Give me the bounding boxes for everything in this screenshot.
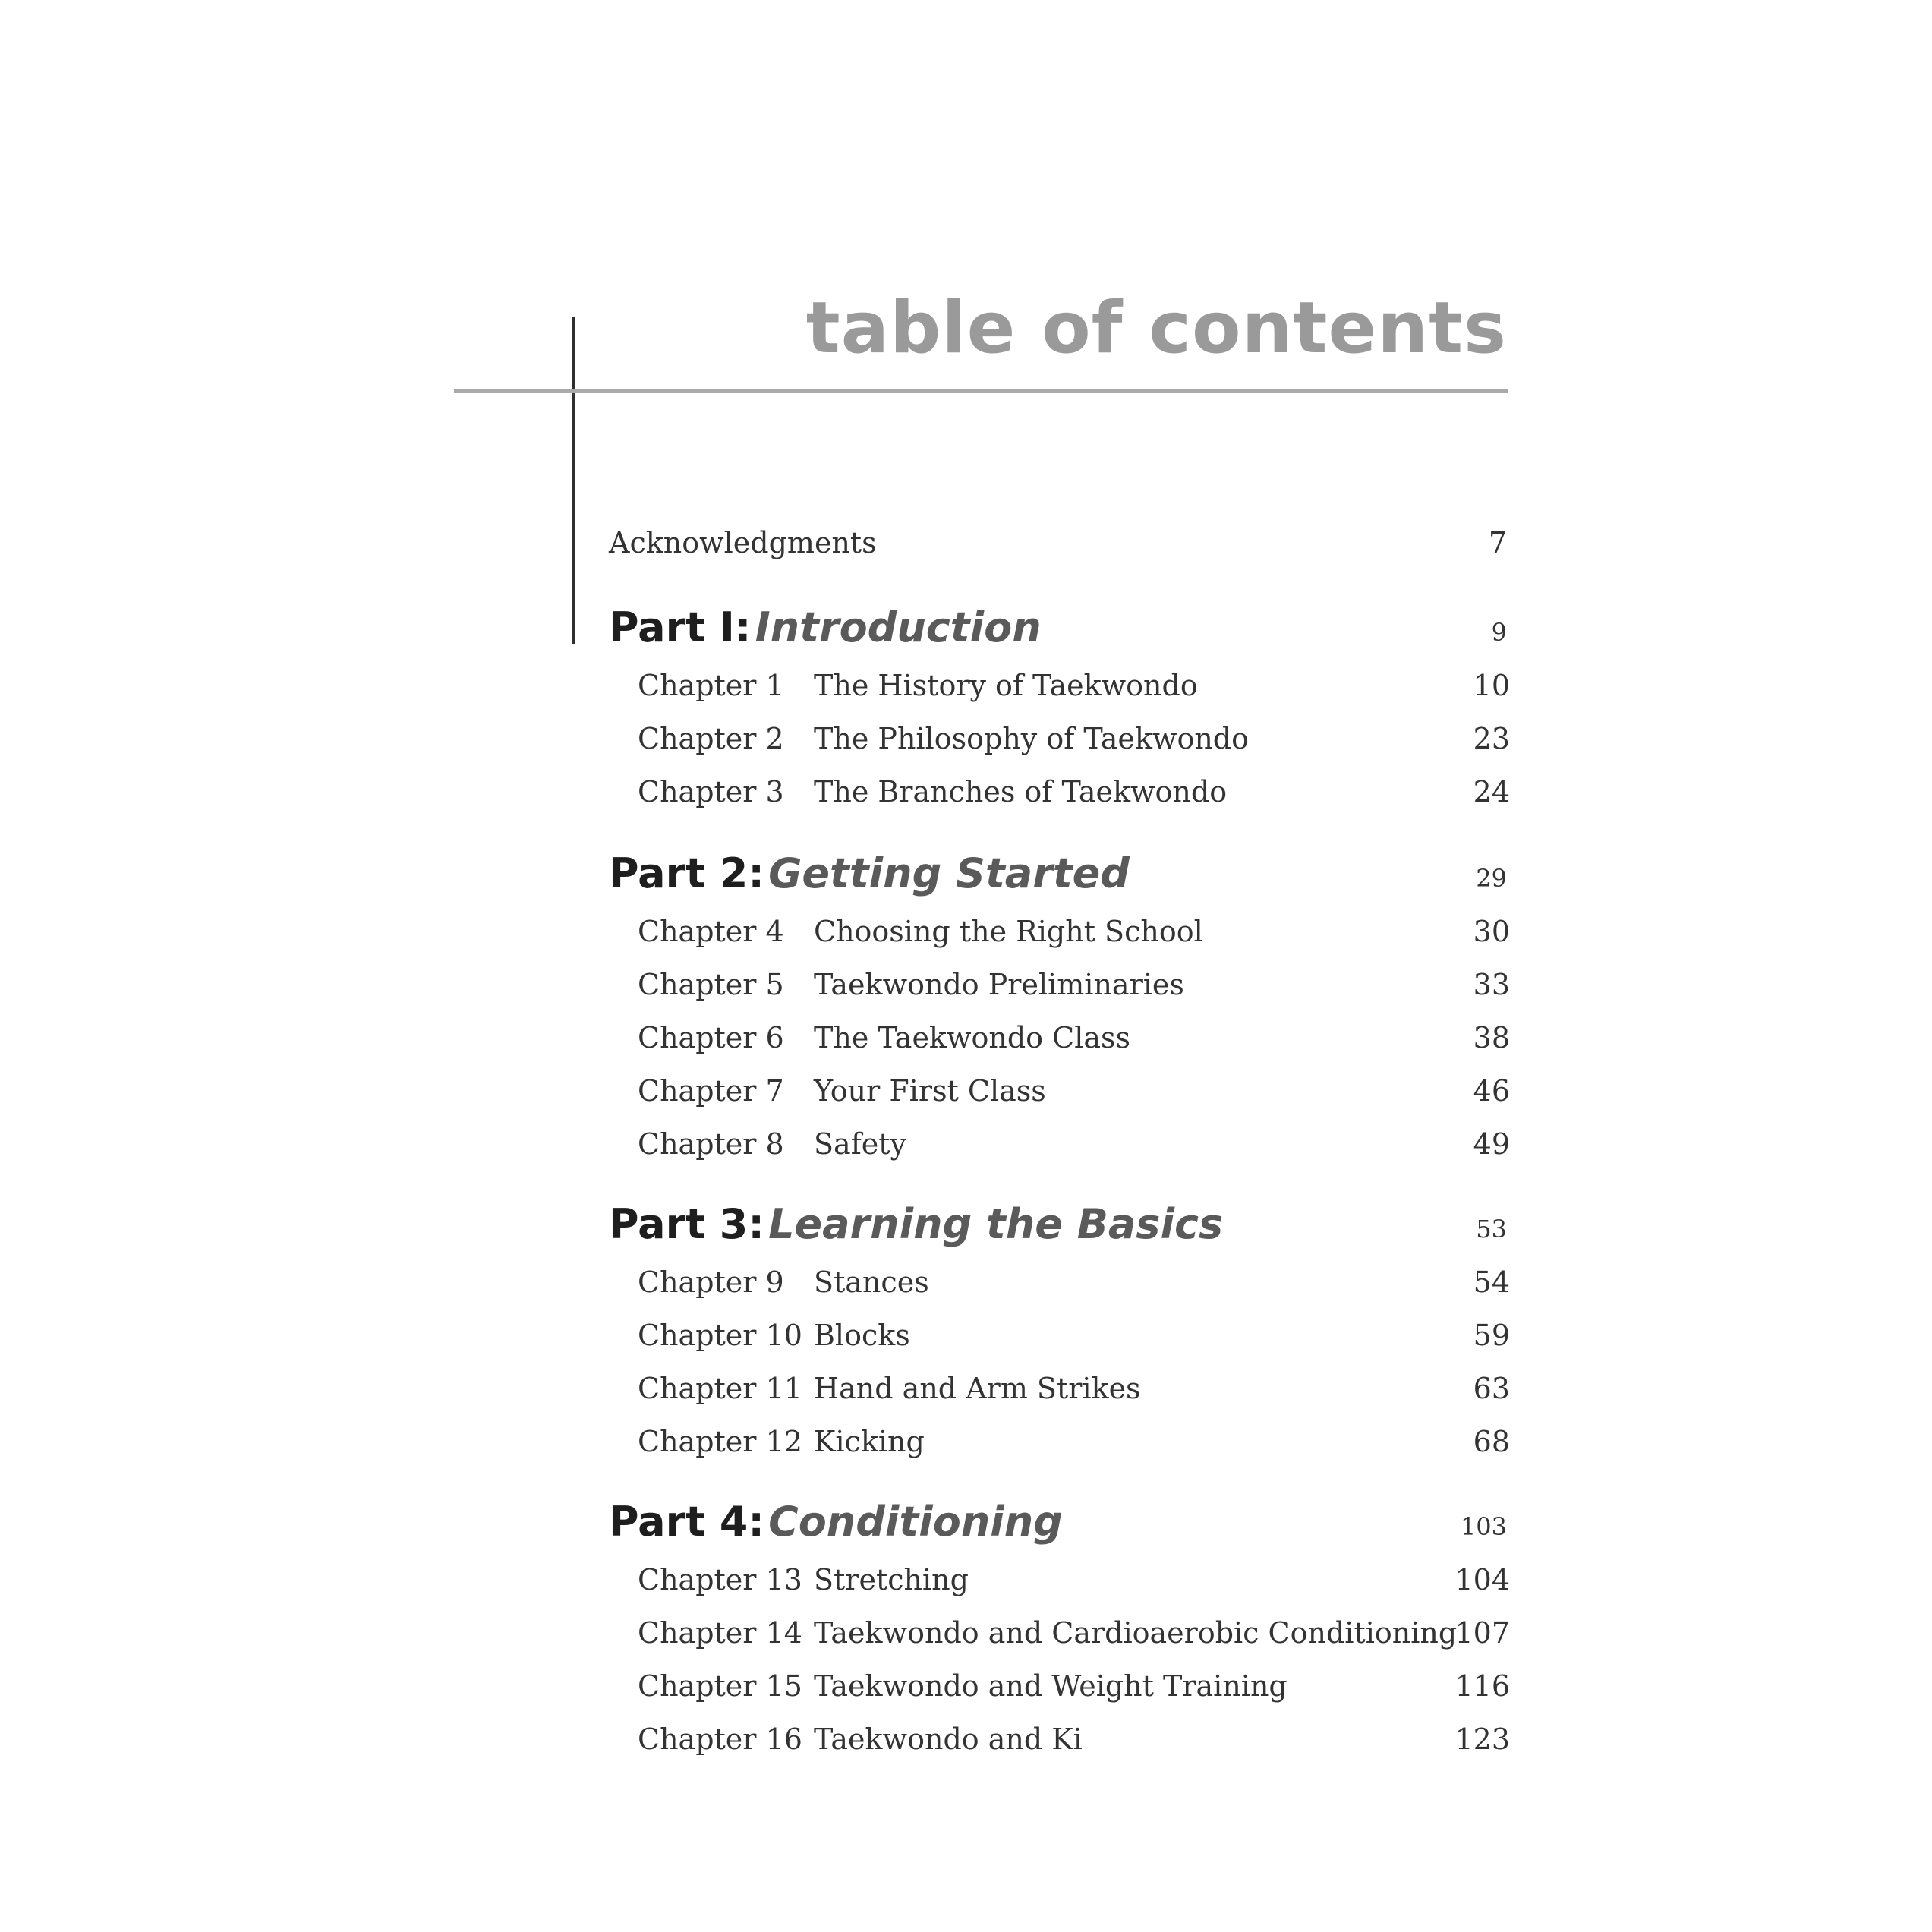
- chapter-row[interactable]: [0, 765, 1932, 818]
- chapter-label: Chapter 15: [638, 1669, 802, 1703]
- chapter-row[interactable]: [0, 905, 1932, 958]
- chapter-row[interactable]: [0, 1256, 1932, 1309]
- chapter-row[interactable]: [0, 1362, 1932, 1415]
- chapter-label: Chapter 5: [638, 968, 784, 1001]
- chapter-page: 23: [1473, 722, 1510, 755]
- part-title: [609, 601, 1042, 664]
- chapter-page: 24: [1473, 775, 1510, 808]
- part-heading[interactable]: [0, 1198, 1932, 1251]
- chapter-page: 46: [1473, 1074, 1510, 1108]
- chapter-label: Chapter 9: [638, 1265, 784, 1299]
- chapter-page: 33: [1473, 968, 1510, 1001]
- chapter-label: Chapter 12: [638, 1425, 802, 1458]
- chapter-title: Taekwondo and Ki: [814, 1722, 1083, 1756]
- horizontal-rule: [454, 389, 1508, 393]
- chapter-title: The History of Taekwondo: [814, 669, 1198, 702]
- chapter-page: 63: [1473, 1372, 1510, 1405]
- chapter-row[interactable]: [0, 1415, 1932, 1468]
- chapter-label: Chapter 10: [638, 1319, 802, 1352]
- part-page: 53: [1476, 1215, 1507, 1243]
- chapter-title: Stretching: [814, 1563, 969, 1596]
- part-number: Part 3:: [609, 1200, 764, 1248]
- chapter-title: Choosing the Right School: [814, 915, 1203, 948]
- part-page: 9: [1491, 618, 1507, 647]
- part-title: [609, 1495, 1063, 1559]
- page-title: table of contents: [805, 287, 1507, 370]
- part-title: [609, 1198, 1223, 1261]
- chapter-title: Safety: [814, 1127, 906, 1161]
- chapter-page: 123: [1455, 1722, 1510, 1756]
- part-heading[interactable]: [0, 601, 1932, 654]
- chapter-label: Chapter 1: [638, 669, 784, 702]
- part-number: Part I:: [609, 604, 752, 651]
- chapter-page: 10: [1473, 669, 1510, 702]
- chapter-label: Chapter 8: [638, 1127, 784, 1161]
- part-page: 29: [1476, 864, 1507, 893]
- chapter-title: Taekwondo and Cardioaerobic Conditioning: [814, 1616, 1458, 1650]
- chapter-row[interactable]: [0, 1659, 1932, 1713]
- part-name: Conditioning: [768, 1498, 1063, 1546]
- chapter-title: Your First Class: [814, 1074, 1046, 1108]
- part-heading[interactable]: [0, 1495, 1932, 1549]
- chapter-page: 49: [1473, 1127, 1510, 1161]
- part-page: 103: [1460, 1512, 1507, 1541]
- chapter-page: 54: [1473, 1265, 1510, 1299]
- toc-row-acknowledgments[interactable]: [0, 516, 1932, 569]
- chapter-title: Hand and Arm Strikes: [814, 1372, 1141, 1405]
- chapter-row[interactable]: [0, 1553, 1932, 1606]
- chapter-label: Chapter 16: [638, 1722, 802, 1756]
- chapter-title: Blocks: [814, 1319, 910, 1352]
- chapter-title: Taekwondo and Weight Training: [814, 1669, 1287, 1703]
- chapter-title: Taekwondo Preliminaries: [814, 968, 1184, 1001]
- part-heading[interactable]: [0, 847, 1932, 900]
- vertical-rule: [572, 317, 575, 644]
- chapter-page: 104: [1455, 1563, 1510, 1596]
- chapter-label: Chapter 11: [638, 1372, 802, 1405]
- chapter-label: Chapter 13: [638, 1563, 802, 1596]
- part-name: Introduction: [755, 604, 1042, 651]
- chapter-page: 59: [1473, 1319, 1510, 1352]
- chapter-title: Kicking: [814, 1425, 925, 1458]
- part-number: Part 4:: [609, 1498, 764, 1546]
- chapter-label: Chapter 7: [638, 1074, 784, 1108]
- chapter-title: The Branches of Taekwondo: [814, 775, 1228, 808]
- chapter-page: 38: [1473, 1021, 1510, 1054]
- chapter-label: Chapter 4: [638, 915, 784, 948]
- chapter-row[interactable]: [0, 958, 1932, 1011]
- part-number: Part 2:: [609, 849, 764, 897]
- chapter-page: 68: [1473, 1425, 1510, 1458]
- chapter-page: 116: [1455, 1669, 1510, 1703]
- chapter-title: The Philosophy of Taekwondo: [814, 722, 1250, 755]
- chapter-label: Chapter 6: [638, 1021, 784, 1054]
- chapter-row[interactable]: [0, 1309, 1932, 1362]
- chapter-label: Chapter 3: [638, 775, 784, 808]
- chapter-row[interactable]: [0, 1713, 1932, 1766]
- chapter-row[interactable]: [0, 1117, 1932, 1171]
- acknowledgments-label: Acknowledgments: [609, 526, 877, 559]
- part-name: Getting Started: [768, 849, 1130, 897]
- chapter-title: The Taekwondo Class: [814, 1021, 1130, 1054]
- part-name: Learning the Basics: [768, 1200, 1224, 1248]
- chapter-page: 30: [1473, 915, 1510, 948]
- chapter-row[interactable]: [0, 1064, 1932, 1117]
- chapter-row[interactable]: [0, 1011, 1932, 1064]
- chapter-row[interactable]: [0, 712, 1932, 765]
- chapter-row[interactable]: [0, 659, 1932, 712]
- chapter-label: Chapter 2: [638, 722, 784, 755]
- acknowledgments-page: 7: [1488, 526, 1507, 559]
- chapter-title: Stances: [814, 1265, 929, 1299]
- chapter-label: Chapter 14: [638, 1616, 802, 1650]
- chapter-page: 107: [1455, 1616, 1510, 1650]
- chapter-row[interactable]: [0, 1606, 1932, 1659]
- part-title: [609, 847, 1130, 910]
